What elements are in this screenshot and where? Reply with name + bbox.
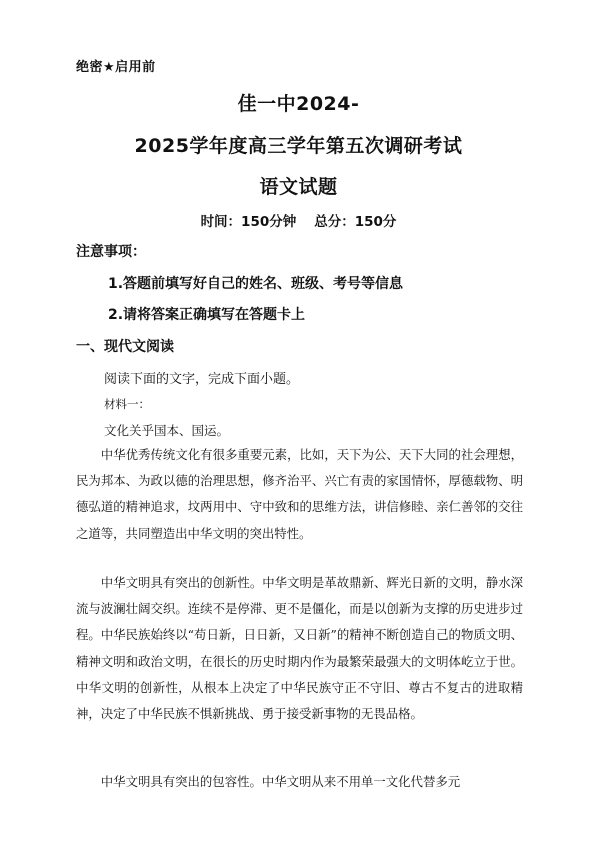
passage-paragraph: 中华文明具有突出的包容性。中华文明从来不用单一文化代替多元 <box>100 774 461 789</box>
reading-instruction: 阅读下面的文字，完成下面小题。 <box>104 372 300 387</box>
notice-item: 2.请将答案正确填写在答题卡上 <box>108 307 306 323</box>
passage-paragraph: 中华优秀传统文化有很多重要元素，比如，天下为公、天下大同的社会理想，民为邦本、为政以德的治理思想，修齐治平、兴亡有责的家国情怀，厚德载物、明德弘道的精神追求，坟两用中、守中致和的思维方法，讲信修睦、亲仁善邻的交往之道等，共同塑造出中华文明的突出特性。 <box>76 447 523 541</box>
material-title: 文化关乎国本、国运。 <box>104 423 230 438</box>
exam-title-line-2: 2025学年度高三学年第五次调研考试 <box>134 135 463 157</box>
score-label: 总分：150分 <box>314 214 397 230</box>
exam-meta <box>0 210 597 230</box>
passage-paragraph: 中华文明具有突出的创新性。中华文明是革故鼎新、辉光日新的文明，静水深流与波澜壮阔交织。连续不是停滞、更不是僵化，而是以创新为支撑的历史进步过程。中华民族始终以“苟日新，日日新，又日新”的精神不断创造自己的物质文明、精神文明和政治文明，在很长的历史时期内作为最繁荣最强大的文明体屹立于世。中华文明的创新性，从根本上决定了中华民族守正不守旧、尊古不复古的进取精神，决定了中华民族不惧新挑战、勇于接受新事物的无畏品格。 <box>76 575 523 722</box>
material-label: 材料一： <box>104 397 150 411</box>
notice-heading: 注意事项： <box>76 244 146 260</box>
confidential-label: 绝密★启用前 <box>76 60 156 75</box>
section-heading: 一、现代文阅读 <box>76 339 174 355</box>
exam-title-line-1: 佳一中2024- <box>237 93 360 115</box>
notice-item: 1.答题前填写好自己的姓名、班级、考号等信息 <box>108 276 404 292</box>
exam-subject-title: 语文试题 <box>259 176 338 198</box>
time-label: 时间：150分钟 <box>200 214 297 230</box>
